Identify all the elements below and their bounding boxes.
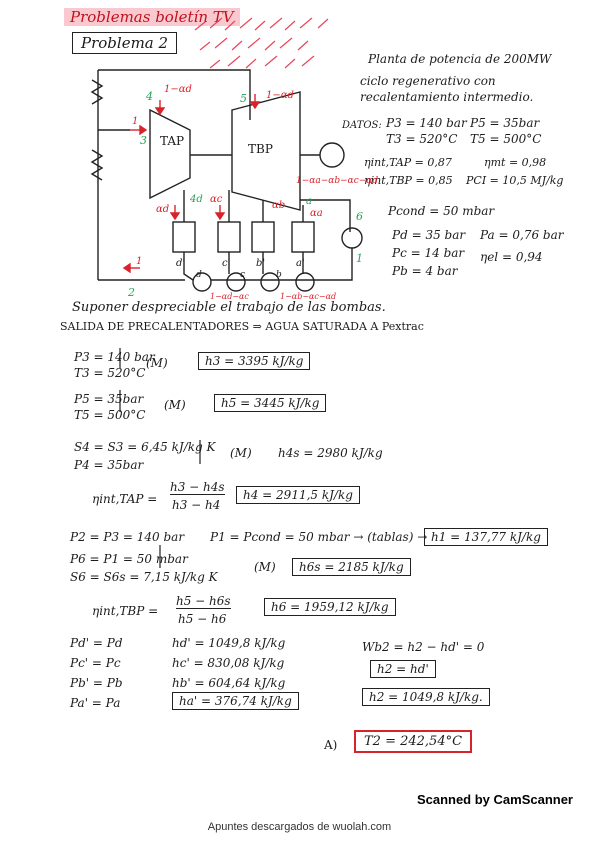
- flow-arrows: [124, 94, 259, 272]
- node-c1: c': [222, 258, 231, 269]
- data-pcond: Pcond = 50 mbar: [388, 204, 495, 218]
- scanned-by-label: Scanned by CamScanner: [416, 792, 573, 807]
- calc-p1: P1 = Pcond = 50 mbar → (tablas) →: [210, 530, 428, 544]
- calc-h3: h3 = 3395 kJ/kg: [198, 352, 310, 370]
- data-pa: Pa = 0,76 bar: [480, 228, 564, 242]
- data-pc: Pc = 14 bar: [392, 246, 465, 260]
- cycle-line-2: recalentamiento intermedio.: [360, 90, 534, 104]
- data-pb: Pb = 4 bar: [392, 264, 458, 278]
- calc-p5: P5 = 35bar: [74, 392, 144, 406]
- data-label: DATOS:: [342, 120, 382, 131]
- calc-frac1-num: h3 − h4s: [170, 480, 225, 494]
- data-p3: P3 = 140 bar: [386, 116, 467, 130]
- calc-h2: h2 = 1049,8 kJ/kg.: [362, 688, 490, 706]
- calc-frac1-den: h3 − h4: [172, 498, 221, 512]
- node-6: 6: [356, 210, 363, 223]
- calc-h6s: h6s = 2185 kJ/kg: [292, 558, 411, 576]
- calc-eta-tbp: ηint,TBP =: [92, 604, 159, 618]
- flow-one-bottom: 1: [136, 256, 143, 267]
- answer-value: T2 = 242,54°C: [354, 730, 472, 753]
- calc-hb1: hb' = 604,64 kJ/kg: [172, 676, 286, 690]
- node-d: d: [196, 270, 202, 280]
- calc-ha1: ha' = 376,74 kJ/kg: [172, 692, 299, 710]
- data-pd: Pd = 35 bar: [392, 228, 466, 242]
- flow-alpha-a: αa: [310, 208, 323, 219]
- calc-p6: P6 = P1 = 50 mbar: [70, 552, 188, 566]
- data-pci: PCI = 10,5 MJ/kg: [466, 174, 564, 187]
- flow-5: 1−αd: [266, 90, 294, 101]
- plant-title: Planta de potencia de 200MW: [368, 52, 552, 66]
- data-t3: T3 = 520°C: [386, 132, 458, 146]
- calc-frac2-num: h5 − h6s: [176, 594, 231, 608]
- flow-alpha-b: αb: [272, 200, 286, 211]
- calc-s6: S6 = S6s = 7,15 kJ/kg K: [70, 570, 218, 584]
- node-b1: b': [256, 258, 266, 269]
- calc-h4: h4 = 2911,5 kJ/kg: [236, 486, 360, 504]
- flow-bottom-2: 1−αb−αc−αd: [280, 292, 337, 301]
- calc-pd1: Pd' = Pd: [70, 636, 123, 650]
- calc-hd1: hd' = 1049,8 kJ/kg: [172, 636, 286, 650]
- data-eta-el: ηel = 0,94: [480, 250, 543, 264]
- calc-t5: T5 = 500°C: [74, 408, 146, 422]
- problem-label: Problema 2: [72, 32, 177, 54]
- node-d1: d': [176, 258, 186, 269]
- flow-alpha-c: αc: [210, 194, 223, 205]
- label-tbp: TBP: [248, 142, 273, 156]
- node-a: a: [306, 196, 312, 207]
- source-label: Apuntes descargados de wuolah.com: [207, 821, 392, 833]
- calc-p4: P4 = 35bar: [74, 458, 144, 472]
- node-5: 5: [240, 92, 247, 105]
- calc-s4: S4 = S3 = 6,45 kJ/kg K: [74, 440, 216, 454]
- flow-alpha-d: αd: [156, 204, 170, 215]
- calc-h4s: h4s = 2980 kJ/kg: [278, 446, 383, 460]
- calc-pb1: Pb' = Pb: [70, 676, 123, 690]
- note-assumption: Suponer despreciable el trabajo de las bombas.: [72, 300, 386, 315]
- calc-h6: h6 = 1959,12 kJ/kg: [264, 598, 396, 616]
- calc-h1: h1 = 137,77 kJ/kg: [424, 528, 548, 546]
- calc-hc1: hc' = 830,08 kJ/kg: [172, 656, 285, 670]
- node-1: 1: [356, 252, 363, 265]
- flow-4: 1−αd: [164, 84, 192, 95]
- calc-wb2: Wb2 = h2 − hd' = 0: [362, 640, 485, 654]
- calc-p2: P2 = P3 = 140 bar: [70, 530, 185, 544]
- flow-main: 1−αa−αb−αc−αd: [296, 176, 379, 186]
- data-eta-mt: ηmt = 0,98: [484, 156, 547, 169]
- data-t5: T5 = 500°C: [470, 132, 542, 146]
- calc-h5: h5 = 3445 kJ/kg: [214, 394, 326, 412]
- flow-4d: 4d: [190, 194, 203, 205]
- calc-m2: (M): [164, 398, 186, 412]
- hatch-marks: [195, 18, 328, 68]
- calc-m4: (M): [254, 560, 276, 574]
- answer-label: A): [324, 738, 338, 752]
- calc-m3: (M): [230, 446, 252, 460]
- node-c: c: [240, 270, 246, 280]
- cycle-line-1: ciclo regenerativo con: [360, 74, 496, 88]
- data-eta-tbp: ηint,TBP = 0,85: [364, 174, 453, 187]
- flow-bottom-1: 1−αd−αc: [210, 292, 249, 301]
- data-p5: P5 = 35bar: [470, 116, 540, 130]
- calc-frac2-den: h5 − h6: [178, 612, 227, 626]
- calc-pa1: Pa' = Pa: [70, 696, 121, 710]
- node-4: 4: [146, 90, 153, 103]
- calc-p3: P3 = 140 bar: [74, 350, 155, 364]
- note-saturated: SALIDA DE PRECALENTADORES ⇒ AGUA SATURADA A Pextrac: [60, 320, 424, 333]
- node-2: 2: [128, 286, 135, 299]
- calc-eta-tap: ηint,TAP =: [92, 492, 158, 506]
- node-b: b: [276, 270, 282, 280]
- calc-h2-eq: h2 = hd': [370, 660, 436, 678]
- data-eta-tap: ηint,TAP = 0,87: [364, 156, 452, 169]
- header-title: Problemas boletín TV: [64, 8, 240, 26]
- calc-pc1: Pc' = Pc: [70, 656, 121, 670]
- calc-t3: T3 = 520°C: [74, 366, 146, 380]
- node-a1: a': [296, 258, 305, 269]
- flow-one-top: 1: [132, 116, 139, 127]
- label-tap: TAP: [160, 134, 185, 148]
- calc-m1: (M): [146, 356, 168, 370]
- node-3: 3: [140, 134, 147, 147]
